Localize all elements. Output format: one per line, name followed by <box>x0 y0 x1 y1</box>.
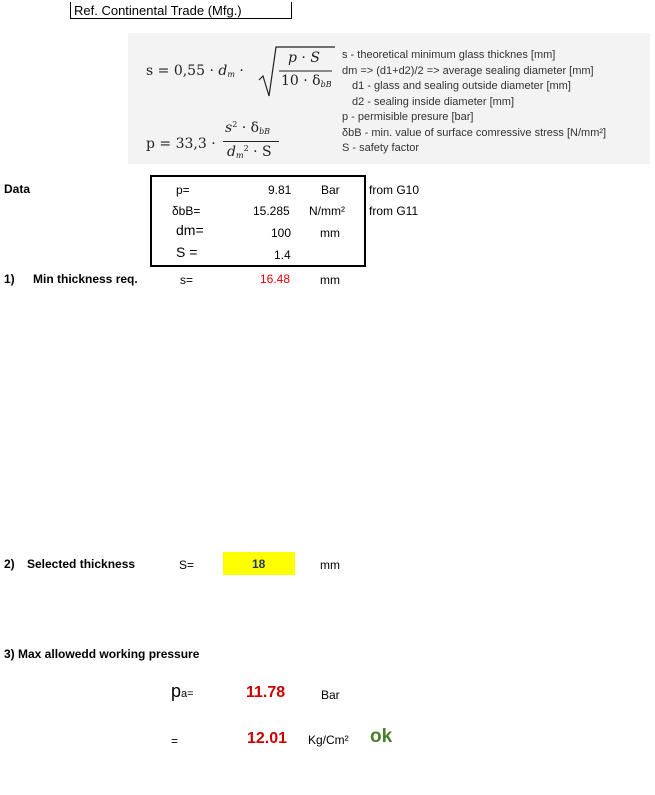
kg-equals: = <box>171 734 179 748</box>
formula-s-dm-sub: m <box>227 70 235 79</box>
reference-title: Ref. Continental Trade (Mfg.) <box>70 2 292 19</box>
step2-number: 2) <box>4 557 15 571</box>
data-unit-delta: N/mm² <box>309 204 345 218</box>
kg-value: 12.01 <box>247 730 288 747</box>
step1-number: 1) <box>4 272 15 286</box>
data-label-S: S = <box>176 244 198 260</box>
data-source-p: from G10 <box>369 183 420 197</box>
data-label-dm: dm= <box>176 222 204 238</box>
legend-row: s - theoretical minimum glass thicknes [mm] <box>342 49 556 61</box>
legend-row: p - permisible presure [bar] <box>342 111 474 123</box>
formula-s <box>146 63 244 79</box>
formula-s-dm: d <box>218 63 228 79</box>
step2-value: 18 <box>252 557 266 571</box>
legend-row: S - safety factor <box>342 142 420 154</box>
data-value-p: 9.81 <box>268 183 292 197</box>
step2-unit: mm <box>320 558 340 572</box>
formula-s-numerator: p · S <box>288 50 320 66</box>
legend-row: dm => (d1+d2)/2 => average sealing diameter [mm] <box>342 64 594 77</box>
data-heading: Data <box>4 182 31 196</box>
data-unit-dm: mm <box>320 226 340 240</box>
status-ok: ok <box>370 726 393 747</box>
legend-row: d2 - sealing inside diameter [mm] <box>352 95 515 108</box>
data-label-delta: δbB= <box>172 204 201 218</box>
data-value-S: 1.4 <box>274 248 291 262</box>
data-value-delta: 15.285 <box>253 204 290 218</box>
step3-title: 3) Max allowedd working pressure <box>4 647 200 661</box>
data-source-delta: from G11 <box>369 204 419 218</box>
data-value-dm: 100 <box>271 226 292 240</box>
pa-unit: Bar <box>321 688 340 702</box>
step1-value: 16.48 <box>260 272 291 286</box>
step1-unit: mm <box>320 273 340 287</box>
pa-label: pa= <box>171 681 194 701</box>
step1-label: s= <box>180 273 194 287</box>
pa-value: 11.78 <box>246 684 286 701</box>
legend-row: δbB - min. value of surface comressive stress [N/mm²] <box>342 126 607 139</box>
formula-p-denominator: $d_m^2 \cdot S$ <box>227 144 272 160</box>
formula-p-numerator: $s^2 \cdot \delta_{bB}$ <box>225 120 271 136</box>
data-label-p: p= <box>176 183 190 197</box>
legend-row: d1 - glass and sealing outside diameter [mm] <box>352 80 571 92</box>
selected-thickness-cell[interactable] <box>223 552 295 575</box>
formula-s-lhs: s = 0,55 · <box>146 63 219 79</box>
step1-title: Min thickness req. <box>33 272 138 286</box>
data-unit-p: Bar <box>321 183 340 197</box>
formula-s-dot: · <box>234 63 244 79</box>
step2-title: Selected thickness <box>27 557 136 571</box>
formula-p-lhs: p = 33,3 · <box>146 136 216 152</box>
formula-p-fraction-bar <box>223 141 279 142</box>
step2-label: S= <box>179 558 195 572</box>
kg-unit: Kg/Cm² <box>308 733 349 747</box>
formula-s-denominator: $10 \cdot \delta_{bB}$ <box>281 73 332 89</box>
symbol-legend <box>342 48 606 157</box>
